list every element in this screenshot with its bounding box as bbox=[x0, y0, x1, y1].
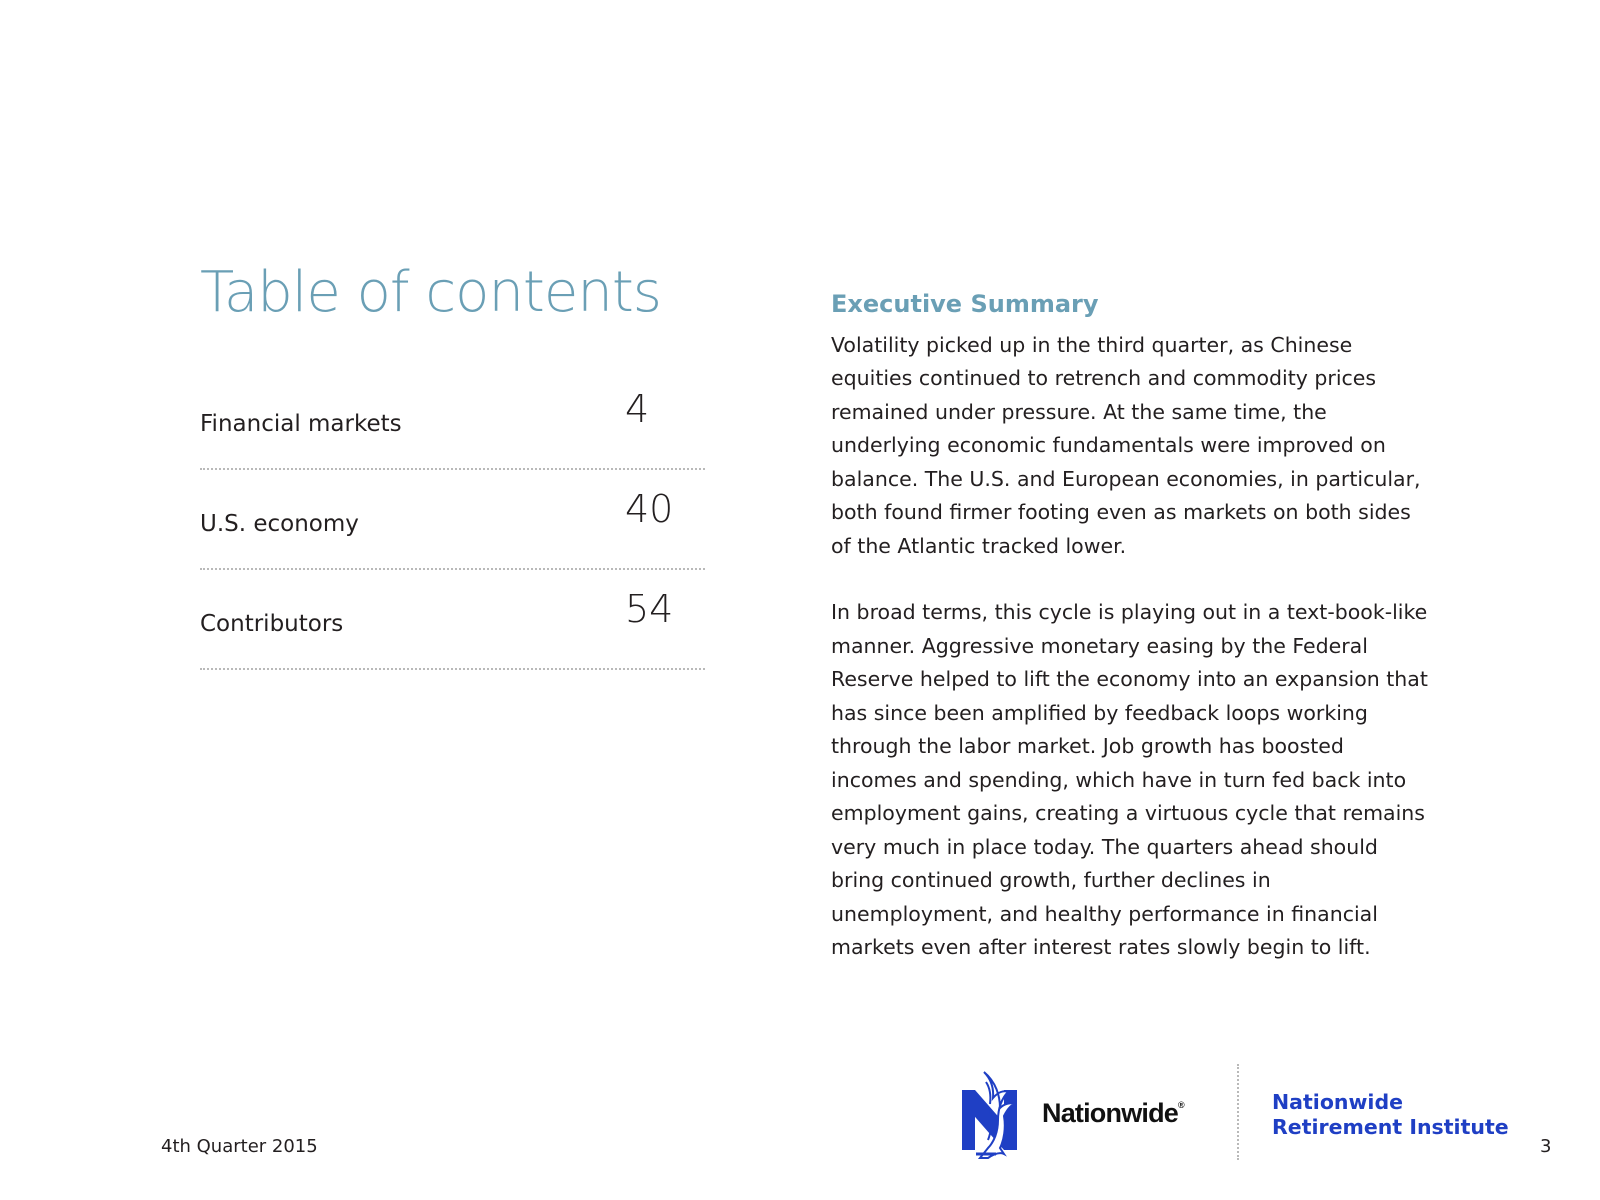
toc-title: Table of contents bbox=[200, 260, 661, 325]
toc-entry-page-number: 4 bbox=[625, 387, 650, 431]
toc-entry-page-number: 40 bbox=[625, 487, 674, 531]
footer-quarter-label: 4th Quarter 2015 bbox=[161, 1136, 318, 1157]
nationwide-wordmark bbox=[1042, 1098, 1184, 1129]
executive-summary bbox=[831, 290, 1431, 998]
toc-entry-financial-markets[interactable] bbox=[200, 370, 705, 470]
toc-entry-label: Contributors bbox=[200, 611, 344, 637]
institute-line-1: Nationwide bbox=[1272, 1090, 1404, 1114]
footer-divider bbox=[1237, 1064, 1239, 1160]
nationwide-eagle-logo-icon bbox=[960, 1068, 1030, 1160]
toc-entry-contributors[interactable] bbox=[200, 570, 705, 670]
executive-summary-heading: Executive Summary bbox=[831, 290, 1099, 318]
summary-paragraph-1: Volatility picked up in the third quarter, as Chinese equities continued to retrench and commodity prices remained under pressure. At the same time, the underlying economic fundamentals were improved on balance. The U.S. and European economies, in particular, both found firmer footing even as markets on both sides of the Atlantic tracked lower. bbox=[831, 332, 1421, 558]
retirement-institute-label bbox=[1272, 1090, 1509, 1140]
brand-name: Nationwide bbox=[1042, 1098, 1179, 1128]
registered-mark: ® bbox=[1178, 1100, 1184, 1110]
toc-entry-label: Financial markets bbox=[200, 411, 402, 437]
toc-entry-label: U.S. economy bbox=[200, 511, 359, 537]
summary-paragraph-2: In broad terms, this cycle is playing out in a text-book-like manner. Aggressive monetary easing by the Federal Reserve helped to lift the economy into an expansion that has since been amplified by feedback loops working through the labor market. Job growth has boosted incomes and spending, which have in turn fed back into employment gains, creating a virtuous cycle that remains very much in place today. The quarters ahead should bring continued growth, further declines in unemployment, and healthy performance in financial markets even after interest rates slowly begin to lift. bbox=[831, 600, 1428, 960]
institute-line-2: Retirement Institute bbox=[1272, 1115, 1509, 1139]
toc-entry-us-economy[interactable] bbox=[200, 470, 705, 570]
page-number: 3 bbox=[1540, 1136, 1552, 1157]
toc-entry-page-number: 54 bbox=[625, 587, 674, 631]
toc-list bbox=[200, 370, 705, 670]
